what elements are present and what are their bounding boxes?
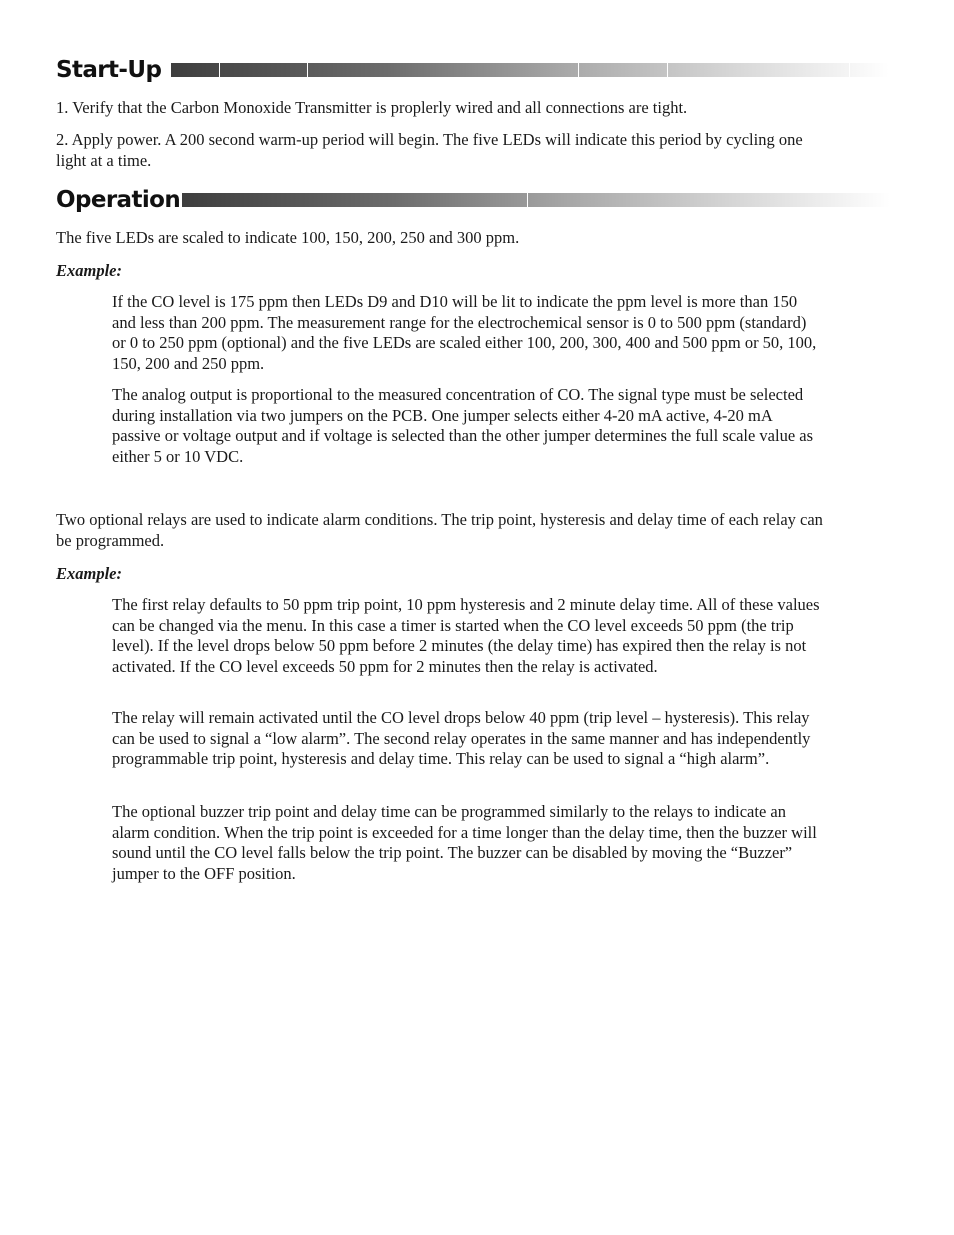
operation-heading: Operation — [56, 187, 181, 213]
example-1-paragraph-1: If the CO level is 175 ppm then LEDs D9 and D10 will be lit to indicate the ppm level is more than 150 and less than 200 ppm. The measurement range for the electrochemical sensor is 0 to 500 ppm (standard) or 0 to 250 ppm (optional) and the five LEDs are scaled either 100, 200, 300, 400 and 500 ppm or 50, 100, 150, 200 and 250 ppm. — [112, 292, 817, 373]
startup-step-2: 2. Apply power. A 200 second warm-up period will begin. The five LEDs will indicate this period by cycling one light at a time. — [56, 130, 803, 170]
example-label-1: Example: — [56, 261, 122, 280]
operation-intro: The five LEDs are scaled to indicate 100, 150, 200, 250 and 300 ppm. — [56, 228, 520, 247]
operation-heading-rule — [182, 193, 890, 207]
relays-intro: Two optional relays are used to indicate alarm conditions. The trip point, hysteresis and delay time of each relay can be programmed. — [56, 510, 823, 550]
operation-heading-row — [56, 186, 890, 214]
example-2-paragraph-3: The optional buzzer trip point and delay time can be programmed similarly to the relays to indicate an alarm condition. When the trip point is exceeded for a time longer than the delay time, then the buzzer will sound until the CO level falls below the trip point. The buzzer can be disabled by moving the “Buzzer” jumper to the OFF position. — [112, 802, 817, 883]
startup-heading-rule — [171, 63, 889, 77]
example-2-paragraph-1: The first relay defaults to 50 ppm trip point, 10 ppm hysteresis and 2 minute delay time. All of these values can be changed via the menu. In this case a timer is started when the CO level exceeds 50 ppm (the trip level). If the level drops below 50 ppm before 2 minutes (the delay time) has expired then the relay is not activated. If the CO level exceeds 50 ppm for 2 minutes then the relay is activated. — [112, 595, 820, 676]
startup-heading: Start-Up — [56, 57, 162, 83]
startup-step-1: 1. Verify that the Carbon Monoxide Transmitter is proplerly wired and all connections are tight. — [56, 98, 688, 117]
example-2-paragraph-2: The relay will remain activated until the CO level drops below 40 ppm (trip level – hysteresis). This relay can be used to signal a “low alarm”. The second relay operates in the same manner and has independently programmable trip point, hysteresis and delay time. This relay can be used to signal a “high alarm”. — [112, 708, 811, 768]
example-label-2: Example: — [56, 564, 122, 583]
startup-heading-row — [56, 56, 889, 84]
example-1-paragraph-2: The analog output is proportional to the measured concentration of CO. The signal type must be selected during installation via two jumpers on the PCB. One jumper selects either 4-20 mA active, 4-20 mA passive or voltage output and if voltage is selected than the other jumper determines the full scale value as either 5 or 10 VDC. — [112, 385, 814, 466]
